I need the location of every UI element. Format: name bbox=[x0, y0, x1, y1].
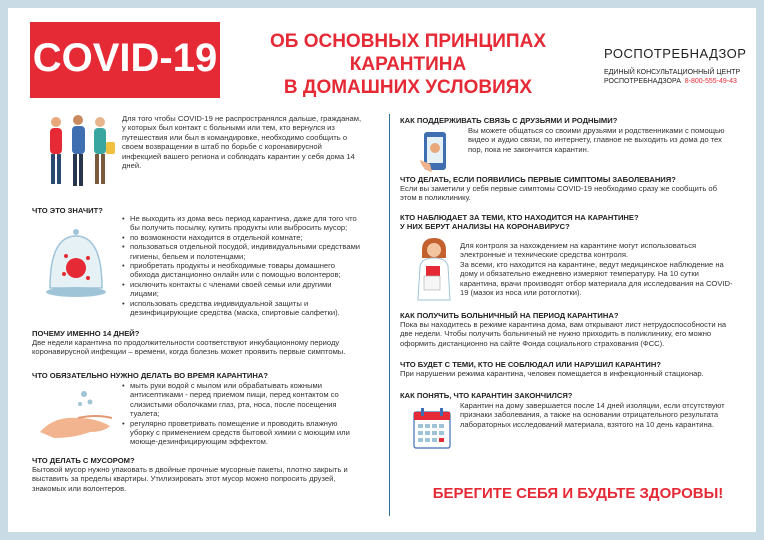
why-14-text: Две недели карантина по продолжительности соответствуют инкубационному периоду коронавирусной инфекции – времени, когда болезнь может проявить первые симптомы. bbox=[32, 338, 346, 357]
org-sub-line-1: ЕДИНЫЙ КОНСУЛЬТАЦИОННЫЙ ЦЕНТР bbox=[604, 69, 741, 76]
contact-text: Вы можете общаться со своими друзьями и родственниками с помощью видео и аудио связи, по интернету, главное не выходить из дома до тех пор, пока не закончится карантин. bbox=[468, 126, 725, 154]
todo-list bbox=[122, 381, 362, 447]
trash-text: Бытовой мусор нужно упаковать в двойные прочные мусорные пакеты, плотно закрыть и выставить за пределы квартиры. Утилизировать этот мусор можно попросить друзей, знакомых или волонтеров. bbox=[32, 465, 348, 493]
monitor-heading bbox=[400, 213, 639, 231]
virus-dome-icon bbox=[44, 226, 108, 306]
list-item: • приобретать продукты и необходимые товары домашнего обихода дистанционно онлайн или с помощью волонтеров; bbox=[122, 261, 362, 280]
covid-logo-box bbox=[30, 22, 220, 98]
title-line-2: В ДОМАШНИХ УСЛОВИЯХ bbox=[283, 77, 533, 98]
meaning-heading: ЧТО ЭТО ЗНАЧИТ? bbox=[32, 206, 103, 215]
trash-heading: ЧТО ДЕЛАТЬ С МУСОРОМ? bbox=[32, 456, 135, 465]
closing-slogan: БЕРЕГИТЕ СЕБЯ И БУДЬТЕ ЗДОРОВЫ! bbox=[432, 485, 724, 502]
poster bbox=[8, 8, 756, 532]
end-text: Карантин на дому завершается после 14 дней изоляции, если отсутствуют признаки заболевания, а также на основании отрицательного результата лабораторных исследований материала, взятого на 10 день карантина. bbox=[460, 401, 725, 429]
org-subtitle bbox=[604, 68, 740, 86]
sick-leave-heading: КАК ПОЛУЧИТЬ БОЛЬНИЧНЫЙ НА ПЕРИОД КАРАНТИНА? bbox=[400, 311, 619, 320]
list-item: • исключить контакты с членами своей семьи или другими лицами; bbox=[122, 280, 362, 299]
org-phone: 8-800-555-49-43 bbox=[684, 78, 737, 85]
list-item: • использовать средства индивидуальной защиты и дезинфицирующие средства (маска, спиртовые салфетки). bbox=[122, 299, 362, 318]
monitor-text-1: Для контроля за нахождением на карантине могут использоваться электронные и технические средства контроля. bbox=[460, 241, 697, 260]
meaning-list bbox=[122, 214, 362, 317]
symptoms-text: Если вы заметили у себя первые симптомы COVID-19 необходимо сразу же сообщить об этом в поликлинику. bbox=[400, 184, 717, 203]
todo-heading: ЧТО ОБЯЗАТЕЛЬНО НУЖНО ДЕЛАТЬ ВО ВРЕМЯ КАРАНТИНА? bbox=[32, 371, 268, 380]
violate-heading: ЧТО БУДЕТ С ТЕМИ, КТО НЕ СОБЛЮДАЛ ИЛИ НАРУШИЛ КАРАНТИН? bbox=[400, 360, 661, 369]
covid-logo-text: COVID-19 bbox=[32, 36, 218, 80]
doctor-icon bbox=[410, 236, 458, 302]
org-name: РОСПОТРЕБНАДЗОР bbox=[604, 46, 747, 61]
washing-hands-icon bbox=[34, 388, 118, 444]
people-illustration-icon bbox=[42, 112, 120, 190]
page-title bbox=[234, 30, 582, 99]
calendar-icon bbox=[412, 406, 452, 450]
intro-text: Для того чтобы COVID-19 не распространялся дальше, гражданам, у которых был контакт с больными или тем, кто вернулся из путешествия или был в командировке, необходимо сообщить о своем возвращении в штаб по борьбе с коронавирусной инфекцией вашего региона и соблюдать карантин у себя дома 14 дней. bbox=[122, 114, 362, 171]
list-item: • по возможности находится в отдельной комнате; bbox=[122, 233, 362, 242]
list-item: • мыть руки водой с мылом или обрабатывать кожными антисептиками - перед приемом пищи, перед контактом со слизистыми оболочками глаз, рта, носа, после посещения туалета; bbox=[122, 381, 362, 419]
column-divider bbox=[389, 114, 390, 516]
monitor-heading-line-2: У НИХ БЕРУТ АНАЛИЗЫ НА КОРОНАВИРУС? bbox=[400, 222, 570, 231]
violate-text: При нарушении режима карантина, человек помещается в инфекционный стационар. bbox=[400, 369, 704, 378]
symptoms-heading: ЧТО ДЕЛАТЬ, ЕСЛИ ПОЯВИЛИСЬ ПЕРВЫЕ СИМПТОМЫ ЗАБОЛЕВАНИЯ? bbox=[400, 175, 676, 184]
monitor-text-2: За всеми, кто находится на карантине, ведут медицинское наблюдение на дому и обязательно ежедневно измеряют температуру. На 10 сутки карантина, врачи производят отбор материала для исследования на COVID-19 (мазок из носа или ротоглотки). bbox=[460, 260, 733, 298]
org-sub-line-2: РОСПОТРЕБНАДЗОРА bbox=[604, 78, 681, 85]
list-item: • Не выходить из дома весь период карантина, даже для того что бы получить посылку, купить продукты или выбросить мусор; bbox=[122, 214, 362, 233]
list-item: • пользоваться отдельной посудой, индивидуальными средствами гигиены, бельем и полотенцами; bbox=[122, 242, 362, 261]
contact-heading: КАК ПОДДЕРЖИВАТЬ СВЯЗЬ С ДРУЗЬЯМИ И РОДНЫМИ? bbox=[400, 116, 618, 125]
why-14-heading: ПОЧЕМУ ИМЕННО 14 ДНЕЙ? bbox=[32, 329, 140, 338]
list-item: • регулярно проветривать помещение и проводить влажную уборку с применением средств бытовой химии с моющим или моюще-дезинфицирующим эффектом. bbox=[122, 419, 362, 447]
monitor-heading-line-1: КТО НАБЛЮДАЕТ ЗА ТЕМИ, КТО НАХОДИТСЯ НА КАРАНТИНЕ? bbox=[400, 213, 639, 222]
phone-call-icon bbox=[418, 130, 452, 174]
end-heading: КАК ПОНЯТЬ, ЧТО КАРАНТИН ЗАКОНЧИЛСЯ? bbox=[400, 391, 573, 400]
title-line-1: ОБ ОСНОВНЫХ ПРИНЦИПАХ КАРАНТИНА bbox=[269, 31, 546, 75]
sick-leave-text: Пока вы находитесь в режиме карантина дома, вам открывают лист нетрудоспособности на две недели. Чтобы получить больничный не нужно приходить в поликлинику, его можно оформить дистанционно на сайте Фонда социального страхования (ФСС). bbox=[400, 320, 727, 348]
